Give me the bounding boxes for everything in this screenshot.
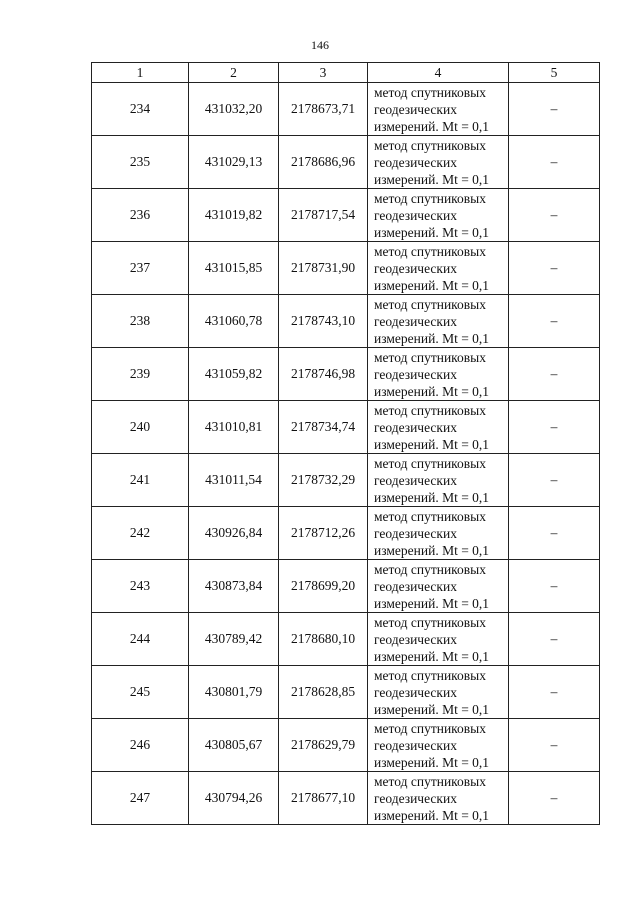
table-row	[92, 719, 600, 772]
method-line: геодезических	[374, 790, 457, 806]
method-line: измерений. Mt = 0,1	[374, 436, 490, 452]
y-coordinate-cell: 2178743,10	[279, 295, 368, 348]
y-coordinate-cell: 2178628,85	[279, 666, 368, 719]
point-number-cell: 235	[92, 136, 189, 189]
method-cell	[368, 242, 509, 295]
point-number-cell: 242	[92, 507, 189, 560]
method-cell	[368, 613, 509, 666]
x-coordinate-cell: 431029,13	[189, 136, 279, 189]
note-cell: –	[509, 613, 600, 666]
method-line: измерений. Mt = 0,1	[374, 224, 490, 240]
note-cell: –	[509, 136, 600, 189]
table-row	[92, 560, 600, 613]
method-line: метод спутниковых	[374, 190, 486, 206]
method-line: геодезических	[374, 684, 457, 700]
method-cell	[368, 507, 509, 560]
method-line: измерений. Mt = 0,1	[374, 171, 490, 187]
point-number-cell: 240	[92, 401, 189, 454]
method-line: геодезических	[374, 578, 457, 594]
x-coordinate-cell: 431011,54	[189, 454, 279, 507]
table-row	[92, 295, 600, 348]
header-col-1: 1	[92, 63, 189, 83]
note-cell: –	[509, 666, 600, 719]
note-cell: –	[509, 454, 600, 507]
x-coordinate-cell: 430789,42	[189, 613, 279, 666]
y-coordinate-cell: 2178746,98	[279, 348, 368, 401]
method-line: геодезических	[374, 207, 457, 223]
method-cell	[368, 454, 509, 507]
method-line: измерений. Mt = 0,1	[374, 701, 490, 717]
method-line: метод спутниковых	[374, 137, 486, 153]
note-cell: –	[509, 348, 600, 401]
x-coordinate-cell: 431010,81	[189, 401, 279, 454]
method-line: геодезических	[374, 472, 457, 488]
method-line: метод спутниковых	[374, 243, 486, 259]
point-number-cell: 244	[92, 613, 189, 666]
point-number-cell: 236	[92, 189, 189, 242]
method-cell	[368, 348, 509, 401]
table-header	[92, 63, 600, 83]
method-line: метод спутниковых	[374, 720, 486, 736]
x-coordinate-cell: 430794,26	[189, 772, 279, 825]
method-line: геодезических	[374, 419, 457, 435]
x-coordinate-cell: 430926,84	[189, 507, 279, 560]
header-col-2: 2	[189, 63, 279, 83]
method-line: измерений. Mt = 0,1	[374, 118, 490, 134]
note-cell: –	[509, 242, 600, 295]
method-line: геодезических	[374, 631, 457, 647]
method-line: метод спутниковых	[374, 84, 486, 100]
point-number-cell: 238	[92, 295, 189, 348]
x-coordinate-cell: 431019,82	[189, 189, 279, 242]
note-cell: –	[509, 719, 600, 772]
table-body	[92, 83, 600, 825]
point-number-cell: 245	[92, 666, 189, 719]
x-coordinate-cell: 430801,79	[189, 666, 279, 719]
method-line: измерений. Mt = 0,1	[374, 595, 490, 611]
header-col-5: 5	[509, 63, 600, 83]
method-line: геодезических	[374, 313, 457, 329]
point-number-cell: 239	[92, 348, 189, 401]
method-line: метод спутниковых	[374, 667, 486, 683]
y-coordinate-cell: 2178717,54	[279, 189, 368, 242]
table-row	[92, 666, 600, 719]
note-cell: –	[509, 83, 600, 136]
coordinates-table	[91, 62, 600, 825]
method-line: метод спутниковых	[374, 349, 486, 365]
point-number-cell: 241	[92, 454, 189, 507]
note-cell: –	[509, 189, 600, 242]
table-row	[92, 772, 600, 825]
method-cell	[368, 83, 509, 136]
x-coordinate-cell: 431059,82	[189, 348, 279, 401]
method-line: измерений. Mt = 0,1	[374, 330, 490, 346]
note-cell: –	[509, 772, 600, 825]
table-row	[92, 454, 600, 507]
method-cell	[368, 136, 509, 189]
x-coordinate-cell: 430805,67	[189, 719, 279, 772]
page-number: 146	[311, 38, 329, 52]
method-line: геодезических	[374, 101, 457, 117]
y-coordinate-cell: 2178732,29	[279, 454, 368, 507]
point-number-cell: 247	[92, 772, 189, 825]
table-row	[92, 136, 600, 189]
y-coordinate-cell: 2178712,26	[279, 507, 368, 560]
x-coordinate-cell: 430873,84	[189, 560, 279, 613]
table-row	[92, 401, 600, 454]
point-number-cell: 243	[92, 560, 189, 613]
table-row	[92, 83, 600, 136]
table-row	[92, 189, 600, 242]
table-row	[92, 348, 600, 401]
method-line: метод спутниковых	[374, 773, 486, 789]
method-line: измерений. Mt = 0,1	[374, 383, 490, 399]
x-coordinate-cell: 431015,85	[189, 242, 279, 295]
x-coordinate-cell: 431032,20	[189, 83, 279, 136]
method-line: геодезических	[374, 154, 457, 170]
method-line: геодезических	[374, 525, 457, 541]
y-coordinate-cell: 2178686,96	[279, 136, 368, 189]
method-line: измерений. Mt = 0,1	[374, 542, 490, 558]
method-line: измерений. Mt = 0,1	[374, 754, 490, 770]
method-line: метод спутниковых	[374, 508, 486, 524]
method-line: геодезических	[374, 737, 457, 753]
note-cell: –	[509, 560, 600, 613]
y-coordinate-cell: 2178629,79	[279, 719, 368, 772]
method-line: измерений. Mt = 0,1	[374, 807, 490, 823]
y-coordinate-cell: 2178680,10	[279, 613, 368, 666]
header-row	[92, 63, 600, 83]
method-cell	[368, 295, 509, 348]
method-cell	[368, 401, 509, 454]
method-line: геодезических	[374, 260, 457, 276]
method-cell	[368, 189, 509, 242]
method-line: метод спутниковых	[374, 455, 486, 471]
y-coordinate-cell: 2178699,20	[279, 560, 368, 613]
header-col-3: 3	[279, 63, 368, 83]
y-coordinate-cell: 2178731,90	[279, 242, 368, 295]
note-cell: –	[509, 401, 600, 454]
note-cell: –	[509, 295, 600, 348]
y-coordinate-cell: 2178673,71	[279, 83, 368, 136]
point-number-cell: 237	[92, 242, 189, 295]
method-line: метод спутниковых	[374, 402, 486, 418]
point-number-cell: 246	[92, 719, 189, 772]
note-cell: –	[509, 507, 600, 560]
method-line: измерений. Mt = 0,1	[374, 489, 490, 505]
method-line: измерений. Mt = 0,1	[374, 648, 490, 664]
method-cell	[368, 719, 509, 772]
method-line: геодезических	[374, 366, 457, 382]
point-number-cell: 234	[92, 83, 189, 136]
table-row	[92, 242, 600, 295]
x-coordinate-cell: 431060,78	[189, 295, 279, 348]
method-line: измерений. Mt = 0,1	[374, 277, 490, 293]
method-line: метод спутниковых	[374, 614, 486, 630]
table-row	[92, 507, 600, 560]
method-cell	[368, 666, 509, 719]
method-line: метод спутниковых	[374, 296, 486, 312]
method-line: метод спутниковых	[374, 561, 486, 577]
method-cell	[368, 560, 509, 613]
y-coordinate-cell: 2178677,10	[279, 772, 368, 825]
table-row	[92, 613, 600, 666]
method-cell	[368, 772, 509, 825]
header-col-4: 4	[368, 63, 509, 83]
y-coordinate-cell: 2178734,74	[279, 401, 368, 454]
